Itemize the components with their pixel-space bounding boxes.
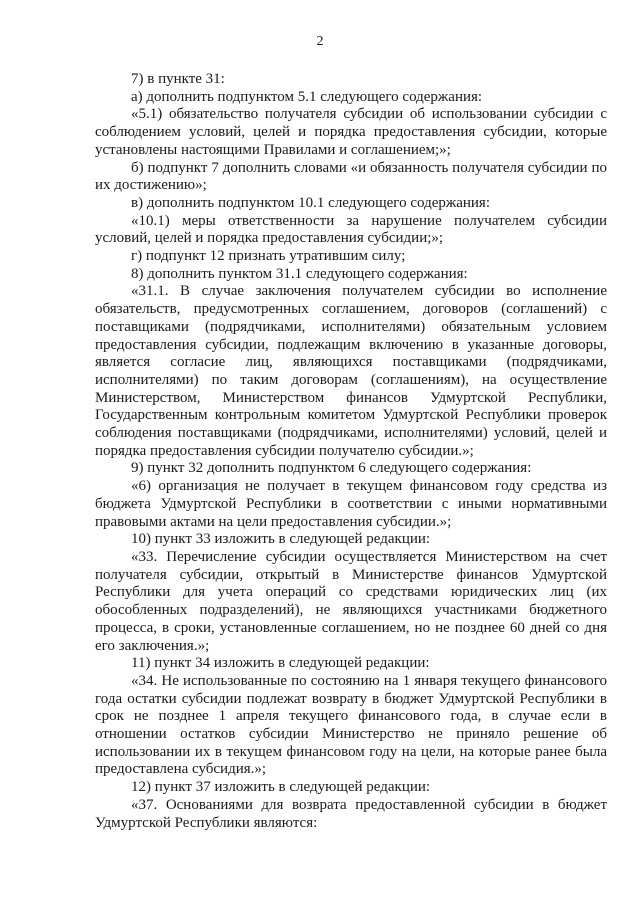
paragraph-item-12: 12) пункт 37 изложить в следующей редакции: xyxy=(131,779,431,796)
paragraph-quote-6: «6) организация не получает в текущем финансовом году средства из бюджета Удмуртской Республики в соответствии с иными нормативными правовыми актами на цели предоставления субсидии.»; xyxy=(95,478,607,530)
paragraph-quote-31-1: «31.1. В случае заключения получателем субсидии во исполнение обязательств, предусмотренных соглашением, договоров (соглашений) с поставщиками (подрядчиками, исполнителями) обязательным условием предоставления субсидии, подлежащим включению в указанные договоры, является согласие лиц, являющихся поставщиками (подрядчиками, исполнителями) по таким договорам (соглашениям), на осуществление Министерством, Министерством финансов Удмуртской Республики, Государственным контрольным комитетом Удмуртской Республики проверок соблюдения поставщиками (подрядчиками, исполнителями) условий, целей и порядка предоставления субсидии получателю субсидии.»; xyxy=(95,283,607,459)
paragraph-quote-37: «37. Основаниями для возврата предоставленной субсидии в бюджет Удмуртской Республики являются: xyxy=(95,796,607,831)
page-number: 2 xyxy=(316,34,324,49)
paragraph-sub-g: г) подпункт 12 признать утратившим силу; xyxy=(131,248,406,265)
paragraph-sub-b: б) подпункт 7 дополнить словами «и обязанность получателя субсидии по их достижению»; xyxy=(95,159,607,194)
paragraph-item-11: 11) пункт 34 изложить в следующей редакции: xyxy=(131,655,430,672)
document-body xyxy=(95,71,607,832)
paragraph-quote-10-1: «10.1) меры ответственности за нарушение получателем субсидии условий, целей и порядка предоставления субсидии;»; xyxy=(95,212,607,247)
paragraph-sub-v: в) дополнить подпунктом 10.1 следующего содержания: xyxy=(131,194,490,211)
paragraph-item-10: 10) пункт 33 изложить в следующей редакции: xyxy=(131,531,431,548)
paragraph-quote-34: «34. Не использованные по состоянию на 1 января текущего финансового года остатки субсидии подлежат возврату в бюджет Удмуртской Республики в срок не позднее 1 апреля текущего финансового года, в случае если в отношении остатков субсидии Министерство не приняло решение об использовании их в текущем финансовом году на цели, на которые ранее была предоставлена субсидия.»; xyxy=(95,672,607,778)
paragraph-item-8: 8) дополнить пунктом 31.1 следующего содержания: xyxy=(131,265,468,282)
paragraph-quote-33: «33. Перечисление субсидии осуществляется Министерством на счет получателя субсидии, открытый в Министерстве финансов Удмуртской Республики для учета операций со средствами юридических лиц (их обособленных подразделений), не являющихся участниками бюджетного процесса, в сроки, установленные соглашением, но не позднее 60 дней со дня его заключения.»; xyxy=(95,548,607,654)
paragraph-item-9: 9) пункт 32 дополнить подпунктом 6 следующего содержания: xyxy=(131,460,532,477)
paragraph-item-7: 7) в пункте 31: xyxy=(131,71,225,87)
paragraph-sub-a: а) дополнить подпунктом 5.1 следующего содержания: xyxy=(131,88,483,105)
paragraph-quote-5-1: «5.1) обязательство получателя субсидии об использовании субсидии с соблюдением условий, целей и порядка предоставления субсидии, которые установлены настоящими Правилами и соглашением;»; xyxy=(95,106,607,158)
